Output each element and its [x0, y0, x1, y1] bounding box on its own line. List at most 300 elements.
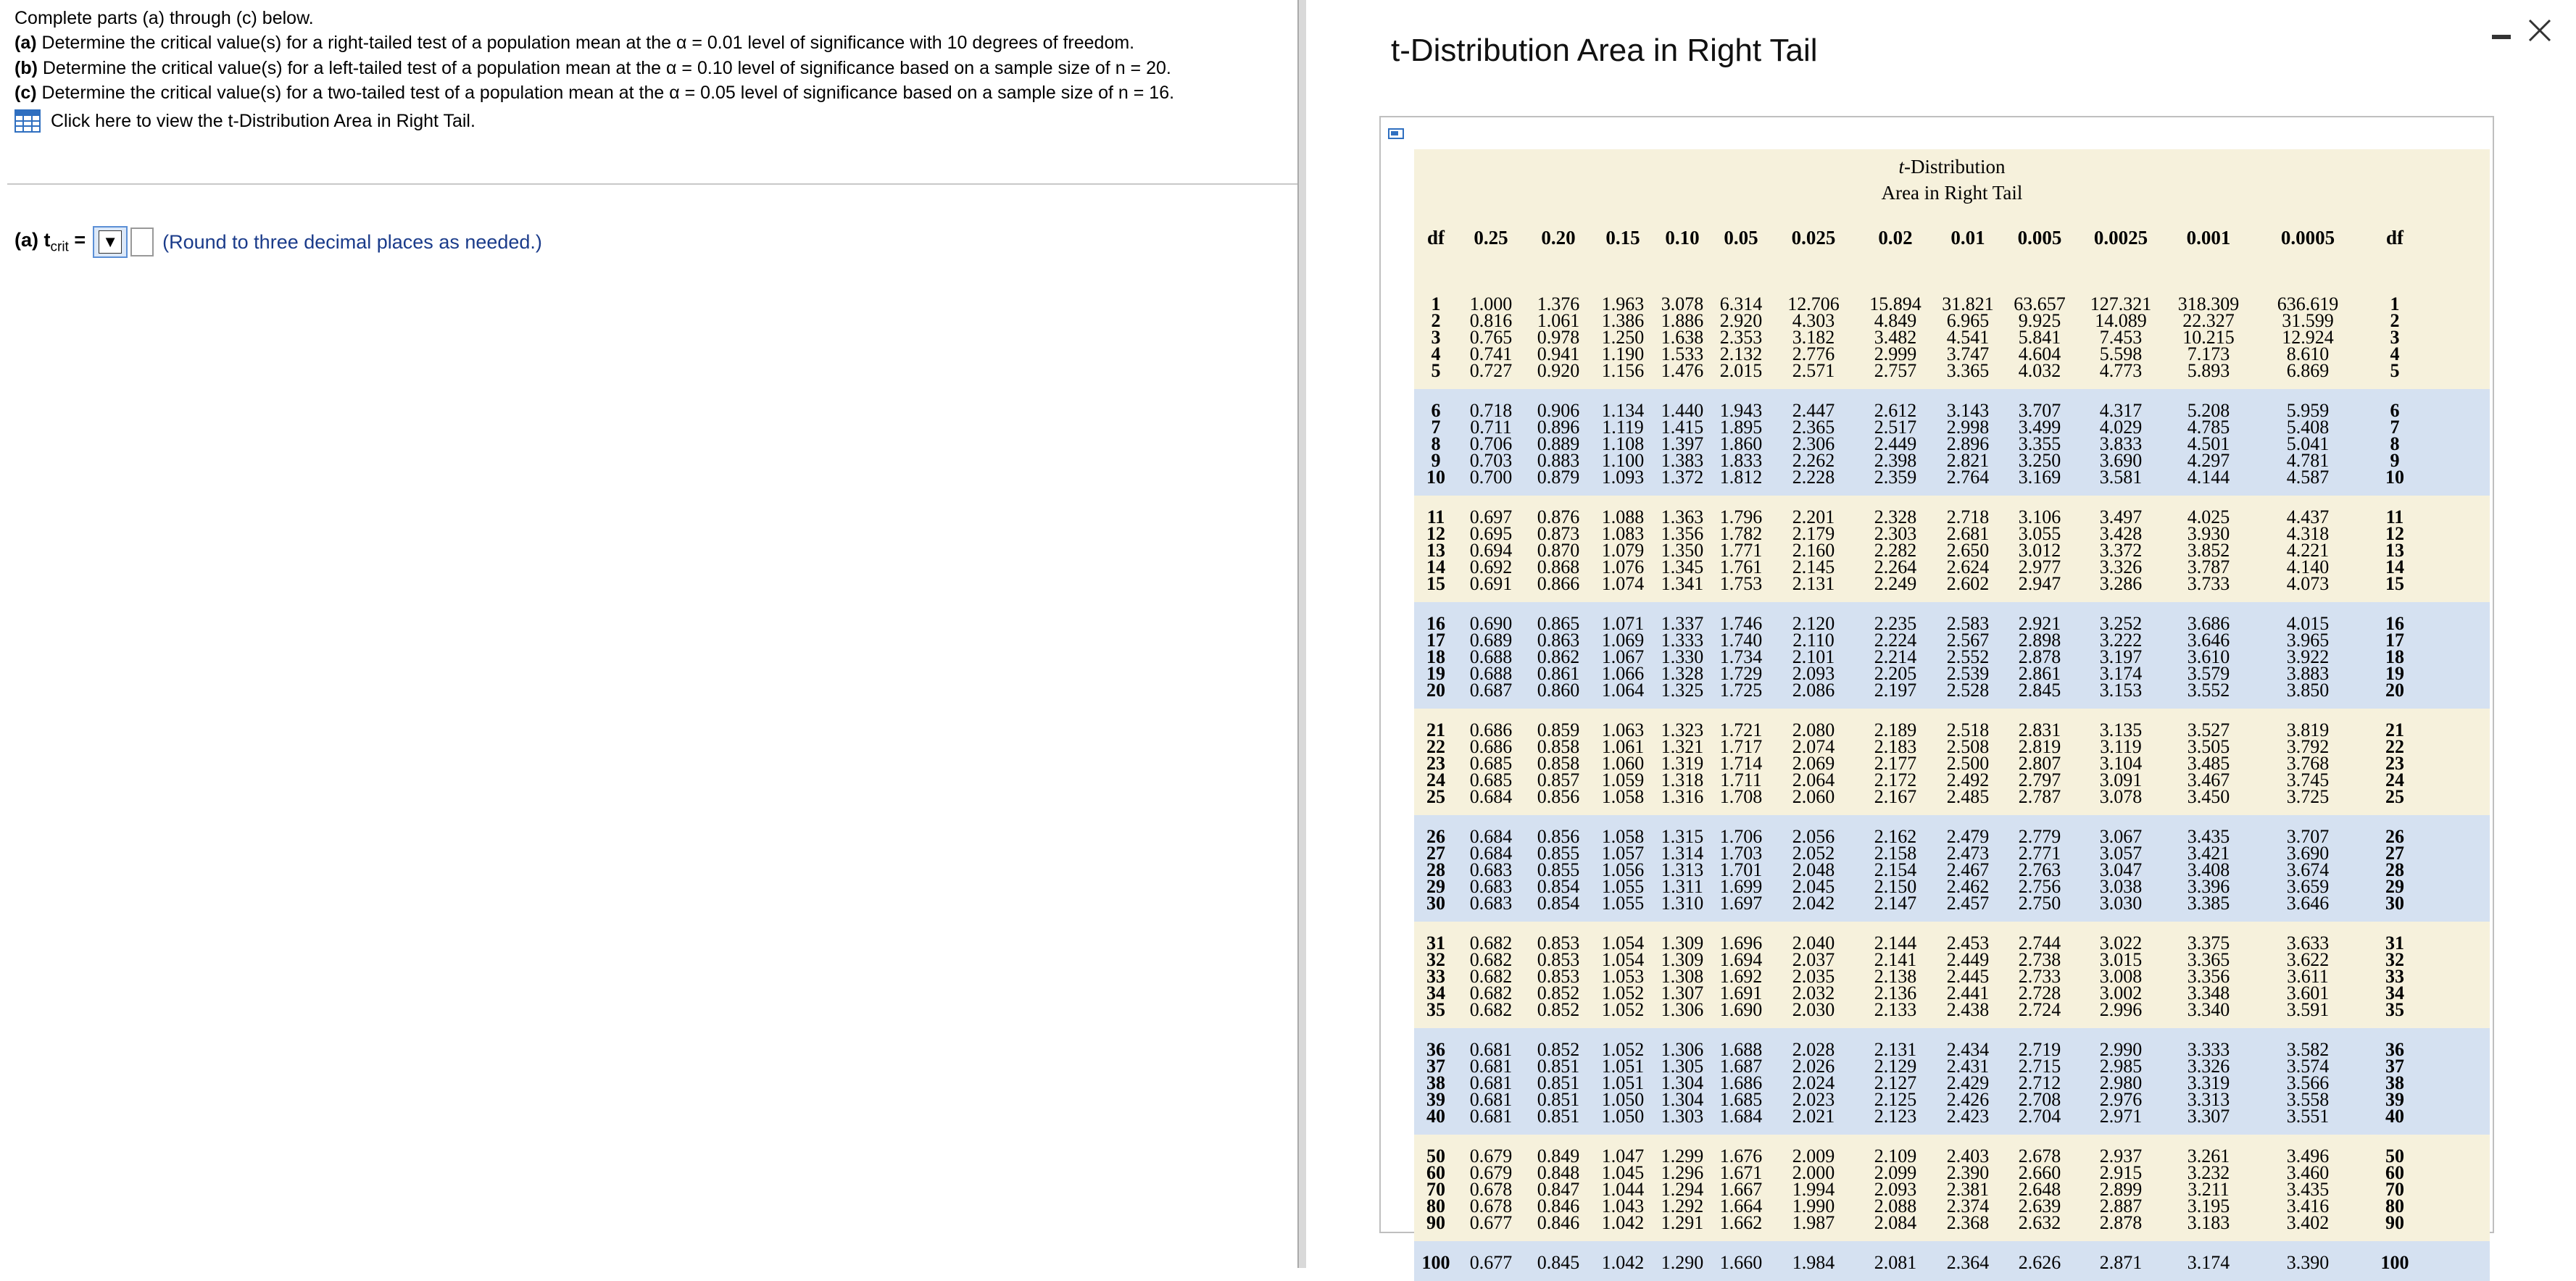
value-cell: 2.009 [1792, 1146, 1835, 1167]
value-cell: 0.711 [1470, 417, 1512, 438]
value-cell: 3.416 [2286, 1196, 2330, 1217]
value-cell: 4.318 [2286, 523, 2330, 544]
value-cell: 1.000 [1469, 293, 1513, 314]
value-cell: 2.712 [2018, 1072, 2061, 1093]
value-cell: 636.619 [2277, 293, 2339, 314]
row-group [1414, 602, 2490, 709]
value-cell: 3.232 [2187, 1162, 2230, 1183]
value-cell: 1.055 [1601, 876, 1645, 897]
value-cell: 1.860 [1719, 433, 1763, 454]
value-cell: 3.012 [2018, 540, 2061, 561]
value-cell: 3.610 [2187, 646, 2230, 667]
value-cell: 1.303 [1661, 1106, 1704, 1127]
value-cell: 1.108 [1601, 433, 1645, 454]
value-cell: 3.326 [2187, 1056, 2230, 1077]
value-cell: 3.008 [2099, 966, 2143, 987]
row-group [1414, 389, 2490, 496]
value-cell: 3.390 [2286, 1252, 2330, 1273]
value-cell: 2.626 [2018, 1252, 2061, 1273]
value-cell: 2.021 [1792, 1106, 1835, 1127]
value-cell: 2.141 [1874, 949, 1917, 970]
value-cell: 4.015 [2286, 613, 2330, 634]
value-cell: 2.438 [1946, 999, 1990, 1020]
df-cell: 17 [2385, 630, 2404, 651]
value-cell: 2.567 [1946, 630, 1990, 651]
value-cell: 3.460 [2286, 1162, 2330, 1183]
df-cell: 24 [2385, 769, 2404, 790]
value-cell: 0.866 [1537, 573, 1580, 594]
value-cell: 0.683 [1469, 876, 1513, 897]
value-cell: 5.408 [2286, 417, 2330, 438]
value-cell: 3.965 [2286, 630, 2330, 651]
value-cell: 0.703 [1469, 450, 1513, 471]
column-header: 0.025 [1791, 226, 1836, 249]
value-cell: 1.691 [1719, 982, 1763, 1003]
table-icon [14, 109, 41, 133]
value-cell: 2.462 [1946, 876, 1990, 897]
value-cell: 4.781 [2286, 450, 2330, 471]
value-cell: 1.294 [1661, 1179, 1704, 1200]
value-cell: 0.848 [1537, 1162, 1580, 1183]
value-cell: 1.054 [1601, 932, 1645, 954]
df-cell: 40 [1426, 1106, 1445, 1127]
value-cell: 5.959 [2286, 400, 2330, 421]
df-cell: 60 [1426, 1162, 1445, 1183]
value-cell: 3.497 [2099, 506, 2143, 527]
value-cell: 1.119 [1602, 417, 1644, 438]
value-cell: 1.093 [1601, 467, 1645, 488]
df-cell: 14 [2385, 556, 2404, 577]
value-cell: 1.323 [1661, 719, 1704, 740]
df-cell: 10 [1426, 467, 1445, 488]
value-cell: 2.088 [1874, 1196, 1917, 1217]
row-group [1414, 709, 2490, 815]
value-cell: 3.450 [2187, 786, 2230, 807]
df-cell: 22 [1426, 736, 1445, 757]
df-cell: 26 [2385, 826, 2404, 847]
value-cell: 1.706 [1719, 826, 1763, 847]
question-panel [0, 0, 1297, 1268]
value-cell: 0.851 [1537, 1089, 1580, 1110]
df-cell: 19 [2385, 663, 2404, 684]
value-cell: 2.678 [2018, 1146, 2061, 1167]
value-cell: 15.894 [1869, 293, 1921, 314]
value-cell: 0.692 [1469, 556, 1513, 577]
value-cell: 1.054 [1601, 949, 1645, 970]
value-cell: 0.861 [1537, 663, 1580, 684]
df-cell: 16 [2385, 613, 2404, 634]
value-cell: 0.687 [1469, 680, 1513, 701]
value-cell: 3.104 [2099, 753, 2143, 774]
value-cell: 2.787 [2018, 786, 2061, 807]
value-cell: 1.341 [1661, 573, 1704, 594]
value-cell: 0.846 [1537, 1196, 1580, 1217]
value-cell: 10.215 [2182, 327, 2235, 348]
value-cell: 2.937 [2099, 1146, 2143, 1167]
df-cell: 37 [1426, 1056, 1445, 1077]
value-cell: 0.695 [1469, 523, 1513, 544]
value-cell: 1.069 [1601, 630, 1645, 651]
value-cell: 0.852 [1537, 982, 1580, 1003]
row-group [1414, 922, 2490, 1028]
value-cell: 0.686 [1469, 736, 1513, 757]
row-group [1414, 283, 2490, 389]
df-cell: 7 [2390, 417, 2400, 438]
value-cell: 2.648 [2018, 1179, 2061, 1200]
df-cell: 20 [1426, 680, 1445, 701]
value-cell: 4.785 [2187, 417, 2230, 438]
value-cell: 1.740 [1719, 630, 1763, 651]
value-cell: 2.977 [2018, 556, 2061, 577]
value-cell: 2.136 [1874, 982, 1917, 1003]
value-cell: 2.718 [1946, 506, 1990, 527]
df-cell: 23 [1426, 753, 1445, 774]
value-cell: 1.055 [1601, 893, 1645, 914]
value-cell: 1.051 [1601, 1072, 1645, 1093]
value-cell: 0.682 [1469, 999, 1513, 1020]
value-cell: 0.727 [1469, 360, 1513, 381]
value-cell: 3.725 [2286, 786, 2330, 807]
table-frame[interactable] [1379, 116, 2494, 1273]
value-cell: 2.715 [2018, 1056, 2061, 1077]
value-cell: 2.093 [1874, 1179, 1917, 1200]
expand-icon[interactable] [1388, 128, 1404, 141]
value-cell: 3.787 [2187, 556, 2230, 577]
value-cell: 0.685 [1469, 753, 1513, 774]
value-cell: 2.030 [1792, 999, 1835, 1020]
value-cell: 2.821 [1946, 450, 1990, 471]
value-cell: 1.052 [1601, 982, 1645, 1003]
value-cell: 2.508 [1946, 736, 1990, 757]
value-cell: 1.664 [1719, 1196, 1763, 1217]
value-cell: 1.714 [1719, 753, 1763, 774]
value-cell: 1.309 [1661, 932, 1704, 954]
df-cell: 1 [2390, 293, 2400, 314]
value-cell: 1.328 [1661, 663, 1704, 684]
value-cell: 2.898 [2018, 630, 2061, 651]
value-cell: 3.286 [2099, 573, 2143, 594]
row-group [1414, 496, 2490, 602]
value-cell: 0.857 [1537, 769, 1580, 790]
df-cell: 13 [2385, 540, 2404, 561]
value-cell: 1.074 [1601, 573, 1645, 594]
value-cell: 2.282 [1874, 540, 1917, 561]
value-cell: 2.771 [2018, 843, 2061, 864]
value-cell: 3.183 [2187, 1212, 2230, 1233]
value-cell: 2.445 [1946, 966, 1990, 987]
value-cell: 3.581 [2099, 467, 2143, 488]
value-cell: 2.162 [1874, 826, 1917, 847]
column-header: 0.01 [1950, 226, 1985, 249]
value-cell: 2.086 [1792, 680, 1835, 701]
df-cell: 60 [2385, 1162, 2404, 1183]
t-distribution-table [1414, 149, 2490, 1273]
value-cell: 1.079 [1601, 540, 1645, 561]
df-cell: 31 [2385, 932, 2404, 954]
value-cell: 3.551 [2286, 1106, 2330, 1127]
value-cell: 0.873 [1537, 523, 1580, 544]
df-cell: 3 [2390, 327, 2400, 348]
df-cell: 100 [2380, 1252, 2409, 1273]
question-part-b [14, 56, 1171, 80]
value-cell: 1.729 [1719, 663, 1763, 684]
column-header: 0.0005 [2280, 226, 2335, 249]
value-cell: 1.699 [1719, 876, 1763, 897]
df-cell: 32 [1426, 949, 1445, 970]
value-cell: 1.833 [1719, 450, 1763, 471]
df-cell: 34 [2385, 982, 2404, 1003]
value-cell: 2.125 [1874, 1089, 1917, 1110]
value-cell: 2.750 [2018, 893, 2061, 914]
df-cell: 2 [2390, 310, 2400, 331]
value-cell: 0.920 [1537, 360, 1580, 381]
value-cell: 2.612 [1874, 400, 1917, 421]
value-cell: 2.042 [1792, 893, 1835, 914]
value-cell: 3.106 [2018, 506, 2061, 527]
value-cell: 2.074 [1792, 736, 1835, 757]
value-cell: 1.066 [1601, 663, 1645, 684]
value-cell: 3.707 [2286, 826, 2330, 847]
table-row [1414, 467, 2490, 488]
value-cell: 3.135 [2099, 719, 2143, 740]
value-cell: 0.855 [1537, 843, 1580, 864]
df-cell: 90 [2385, 1212, 2404, 1233]
value-cell: 6.314 [1719, 293, 1763, 314]
value-cell: 4.073 [2286, 573, 2330, 594]
value-cell: 1.761 [1719, 556, 1763, 577]
value-cell: 3.707 [2018, 400, 2061, 421]
value-cell: 2.797 [2018, 769, 2061, 790]
value-cell: 2.861 [2018, 663, 2061, 684]
value-cell: 0.849 [1537, 1146, 1580, 1167]
value-cell: 1.337 [1661, 613, 1704, 634]
value-cell: 2.602 [1946, 573, 1990, 594]
value-cell: 1.771 [1719, 540, 1763, 561]
value-cell: 0.681 [1469, 1056, 1513, 1077]
value-cell: 0.854 [1537, 876, 1580, 897]
value-cell: 5.841 [2018, 327, 2061, 348]
answer-input[interactable] [130, 228, 154, 256]
value-cell: 3.646 [2187, 630, 2230, 651]
value-cell: 0.682 [1469, 966, 1513, 987]
value-cell: 2.807 [2018, 753, 2061, 774]
value-cell: 2.131 [1792, 573, 1835, 594]
value-cell: 2.492 [1946, 769, 1990, 790]
value-cell: 1.895 [1719, 417, 1763, 438]
value-cell: 2.571 [1792, 360, 1835, 381]
value-cell: 0.679 [1469, 1146, 1513, 1167]
value-cell: 2.353 [1719, 327, 1763, 348]
value-cell: 2.517 [1874, 417, 1917, 438]
value-cell: 3.591 [2286, 999, 2330, 1020]
df-cell: 31 [1426, 932, 1445, 954]
minimize-icon[interactable] [2490, 22, 2512, 43]
df-cell: 25 [1426, 786, 1445, 807]
value-cell: 4.303 [1792, 310, 1835, 331]
df-cell: 8 [2390, 433, 2400, 454]
df-cell: 37 [2385, 1056, 2404, 1077]
value-cell: 3.833 [2099, 433, 2143, 454]
value-cell: 1.315 [1661, 826, 1704, 847]
value-cell: 0.682 [1469, 982, 1513, 1003]
column-header: df [2385, 226, 2403, 249]
value-cell: 0.855 [1537, 859, 1580, 880]
value-cell: 0.853 [1537, 966, 1580, 987]
value-cell: 2.189 [1874, 719, 1917, 740]
value-cell: 0.688 [1469, 646, 1513, 667]
view-table-link-text[interactable]: Click here to view the t-Distribution Area in Right Tail. [51, 111, 475, 131]
value-cell: 4.297 [2187, 450, 2230, 471]
divider [7, 183, 1297, 185]
value-cell: 0.851 [1537, 1056, 1580, 1077]
column-header: 0.05 [1724, 226, 1758, 249]
value-cell: 4.029 [2099, 417, 2143, 438]
value-cell: 4.604 [2018, 343, 2061, 364]
value-cell: 31.599 [2282, 310, 2334, 331]
value-cell: 3.690 [2099, 450, 2143, 471]
value-cell: 318.309 [2177, 293, 2240, 314]
value-cell: 1.291 [1661, 1212, 1704, 1233]
row-group [1414, 1028, 2490, 1135]
df-cell: 80 [1426, 1196, 1445, 1217]
part-b-label: (b) [14, 58, 38, 78]
df-cell: 15 [2385, 573, 2404, 594]
table-row [1414, 893, 2490, 914]
value-cell: 2.660 [2018, 1162, 2061, 1183]
value-cell: 2.763 [2018, 859, 2061, 880]
value-cell: 0.677 [1469, 1212, 1513, 1233]
value-cell: 0.852 [1537, 1039, 1580, 1060]
value-cell: 1.156 [1601, 360, 1645, 381]
value-cell: 2.887 [2099, 1196, 2143, 1217]
value-cell: 2.045 [1792, 876, 1835, 897]
value-cell: 2.500 [1946, 753, 1990, 774]
value-cell: 3.261 [2187, 1146, 2230, 1167]
dropdown-arrow-icon[interactable]: ▼ [99, 230, 122, 254]
value-cell: 1.088 [1601, 506, 1645, 527]
value-cell: 1.708 [1719, 786, 1763, 807]
value-cell: 1.314 [1661, 843, 1704, 864]
value-cell: 63.657 [2014, 293, 2066, 314]
value-cell: 1.292 [1661, 1196, 1704, 1217]
value-cell: 2.365 [1792, 417, 1835, 438]
df-cell: 18 [1426, 646, 1445, 667]
value-cell: 7.453 [2099, 327, 2143, 348]
value-cell: 1.076 [1601, 556, 1645, 577]
value-cell: 2.776 [1792, 343, 1835, 364]
value-cell: 0.685 [1469, 769, 1513, 790]
table-row [1414, 1214, 2490, 1231]
value-cell: 1.309 [1661, 949, 1704, 970]
value-cell: 0.889 [1537, 433, 1580, 454]
value-cell: 2.032 [1792, 982, 1835, 1003]
value-cell: 2.719 [2018, 1039, 2061, 1060]
value-cell: 2.160 [1792, 540, 1835, 561]
popup-left-border [1297, 0, 1306, 1268]
answer-label-prefix: (a) t [14, 228, 51, 251]
df-cell: 5 [1431, 360, 1441, 381]
value-cell: 2.764 [1946, 467, 1990, 488]
value-cell: 2.998 [1946, 417, 1990, 438]
value-cell: 2.264 [1874, 556, 1917, 577]
value-cell: 2.878 [2018, 646, 2061, 667]
df-cell: 3 [1431, 327, 1441, 348]
value-cell: 2.359 [1874, 467, 1917, 488]
part-c-text: Determine the critical value(s) for a two-tailed test of a population mean at the α = 0.05 level of significance based on a sample size of n = 16. [36, 83, 1175, 103]
value-cell: 2.183 [1874, 736, 1917, 757]
value-cell: 3.747 [1946, 343, 1990, 364]
view-table-link[interactable] [14, 107, 475, 135]
value-cell: 3.850 [2286, 680, 2330, 701]
value-cell: 3.182 [1792, 327, 1835, 348]
df-cell: 12 [2385, 523, 2404, 544]
value-cell: 3.211 [2187, 1179, 2230, 1200]
value-cell: 2.028 [1792, 1039, 1835, 1060]
value-cell: 3.552 [2187, 680, 2230, 701]
value-cell: 6.965 [1946, 310, 1990, 331]
value-cell: 3.015 [2099, 949, 2143, 970]
value-cell: 3.355 [2018, 433, 2061, 454]
value-cell: 0.694 [1469, 540, 1513, 561]
part-b-text: Determine the critical value(s) for a left-tailed test of a population mean at the α = 0.10 level of significance based on a sample size of n = 20. [37, 58, 1171, 78]
value-cell: 1.703 [1719, 843, 1763, 864]
df-cell: 27 [2385, 843, 2404, 864]
value-cell: 2.518 [1946, 719, 1990, 740]
value-cell: 1.299 [1661, 1146, 1704, 1167]
value-cell: 3.143 [1946, 400, 1990, 421]
table-row [1414, 1106, 2490, 1127]
value-cell: 1.746 [1719, 613, 1763, 634]
value-cell: 22.327 [2182, 310, 2235, 331]
df-cell: 20 [2385, 680, 2404, 701]
value-cell: 1.306 [1661, 1039, 1704, 1060]
value-cell: 2.757 [1874, 360, 1917, 381]
value-cell: 2.069 [1792, 753, 1835, 774]
value-cell: 0.681 [1469, 1106, 1513, 1127]
value-cell: 2.704 [2018, 1106, 2061, 1127]
value-cell: 2.364 [1946, 1252, 1990, 1273]
value-cell: 1.696 [1719, 932, 1763, 954]
value-cell: 1.692 [1719, 966, 1763, 987]
value-cell: 1.943 [1719, 400, 1763, 421]
table-row [1414, 575, 2490, 592]
value-cell: 1.685 [1719, 1089, 1763, 1110]
value-cell: 3.690 [2286, 843, 2330, 864]
rounding-note: (Round to three decimal places as needed.) [162, 230, 542, 253]
value-cell: 0.816 [1469, 310, 1513, 331]
value-cell: 3.527 [2187, 719, 2230, 740]
value-cell: 2.064 [1792, 769, 1835, 790]
close-icon[interactable] [2525, 16, 2554, 45]
value-cell: 14.089 [2095, 310, 2147, 331]
value-cell: 2.429 [1946, 1072, 1990, 1093]
value-cell: 31.821 [1942, 293, 1994, 314]
value-cell: 1.397 [1661, 433, 1704, 454]
value-cell: 3.174 [2099, 663, 2143, 684]
df-cell: 9 [1431, 450, 1441, 471]
df-cell: 1 [1431, 293, 1441, 314]
value-cell: 1.043 [1601, 1196, 1645, 1217]
column-header-row [1414, 222, 2490, 254]
answer-dropdown[interactable] [93, 226, 128, 258]
df-cell: 40 [2385, 1106, 2404, 1127]
value-cell: 2.306 [1792, 433, 1835, 454]
table-caption [1414, 154, 2490, 206]
value-cell: 1.994 [1792, 1179, 1835, 1200]
value-cell: 2.060 [1792, 786, 1835, 807]
value-cell: 2.026 [1792, 1056, 1835, 1077]
value-cell: 4.221 [2286, 540, 2330, 561]
